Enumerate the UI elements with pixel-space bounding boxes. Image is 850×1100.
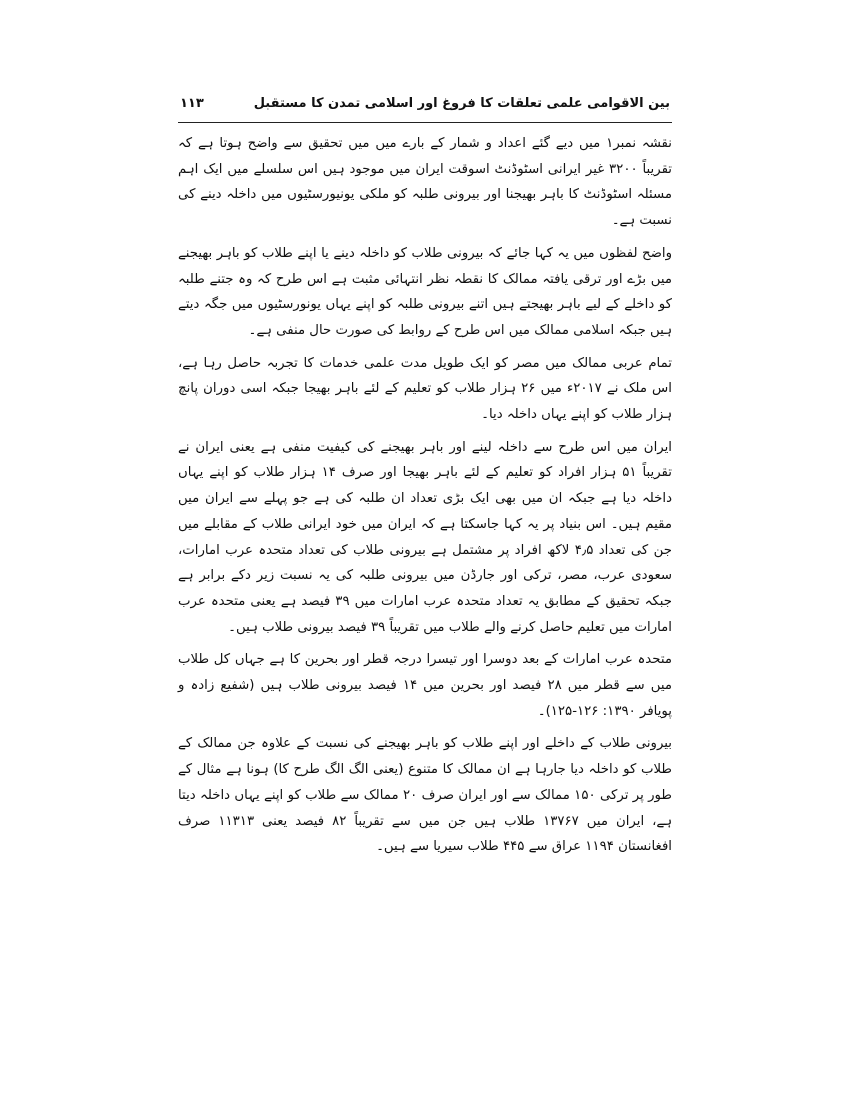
page-number: ۱۱۳ (180, 96, 204, 111)
paragraph: تمام عربی ممالک میں مصر کو ایک طویل مدت علمی خدمات کا تجربہ حاصل رہا ہے، اس ملک نے ۲۰۱۷ء میں ۲۶ ہزار طلاب کو تعلیم کے لئے باہر بھیجا جبکہ اسی دوران پانچ ہزار طلاب کو اپنے یہاں داخلہ دیا۔ (178, 355, 672, 423)
paragraph: واضح لفظوں میں یہ کہا جائے کہ بیرونی طلاب کو داخلہ دینے یا اپنے طلاب کو باہر بھیجنے میں بڑے اور ترقی یافتہ ممالک کا نقطہ نظر انتہائی مثبت ہے اس طرح کہ وہ جتنے طلبہ کو داخلے کے لیے باہر بھیجتے ہیں اتنے بیرونی طلبہ کو اپنے یہاں یونورسٹیوں میں جگہ دیتے ہیں جبکہ اسلامی ممالک میں اس طرح کے روابط کی صورت حال منفی ہے۔ (178, 245, 672, 338)
paragraph: نقشہ نمبر۱ میں دیے گئے اعداد و شمار کے بارے میں میں تحقیق سے واضح ہوتا ہے کہ تقریباً ۳۲۰۰ غیر ایرانی اسٹوڈنٹ اسوقت ایران میں موجود ہیں اس سلسلے میں ایک اہم مسئلہ اسٹوڈنٹ کا باہر بھیجنا اور بیرونی طلبہ کو ملکی یونیورسٹیوں میں داخلہ دینے کی نسبت ہے۔ (178, 136, 672, 229)
paragraph: بیرونی طلاب کے داخلے اور اپنے طلاب کو باہر بھیجنے کی نسبت کے علاوہ جن ممالک کے طلاب کو داخلہ دیا جارہا ہے ان ممالک کا متنوع (یعنی الگ الگ طرح کا) ہونا ہے مثال کے طور پر ترکی ۱۵۰ ممالک سے اور ایران صرف ۲۰ ممالک سے طلاب کو اپنے یہاں داخلہ دیتا ہے، ایران میں ۱۳۷۶۷ طلاب ہیں جن میں سے تقریباً ۸۲ فیصد یعنی ۱۱۳۱۳ صرف افغانستان ۱۱۹۴ عراق سے ۴۴۵ طلاب سیریا سے ہیں۔ (178, 736, 672, 855)
running-title: بین الاقوامی علمی تعلقات کا فروغ اور اسلامی تمدن کا مستقبل (253, 96, 670, 111)
body-text (178, 131, 672, 860)
paragraph: ایران میں اس طرح سے داخلہ لینے اور باہر بھیجنے کی کیفیت منفی ہے یعنی ایران نے تقریباً ۵۱ ہزار افراد کو تعلیم کے لئے باہر بھیجا اور صرف ۱۴ ہزار طلاب کو اپنے یہاں داخلہ دیا ہے جبکہ ان میں بھی ایک بڑی تعداد ان طلبہ کی ہے جو پہلے سے ایران میں مقیم ہیں۔ اس بنیاد پر یہ کہا جاسکتا ہے کہ ایران میں خود ایرانی طلاب کے مقابلے میں جن کی تعداد ۴٫۵ لاکھ افراد پر مشتمل ہے بیرونی طلاب کی تعداد متحدہ عرب امارات، سعودی عرب، مصر، ترکی اور جارڈن میں بیرونی طلبہ کی یہ نسبت زیر دکے برابر ہے جبکہ تحقیق کے مطابق یہ تعداد متحدہ عرب امارات میں ۳۹ فیصد ہے یعنی متحدہ عرب امارات میں تعلیم حاصل کرنے والے طلاب میں تقریباً ۳۹ فیصد بیرونی طلاب ہیں۔ (178, 439, 672, 635)
paragraph: متحدہ عرب امارات کے بعد دوسرا اور تیسرا درجہ قطر اور بحرین کا ہے جہاں کل طلاب میں سے قطر میں ۲۸ فیصد اور بحرین میں ۱۴ فیصد بیرونی طلاب ہیں (شفیع زادہ و پویافر ۱۳۹۰: ۱۲۶-۱۲۵)۔ (178, 652, 672, 719)
document-page (178, 88, 672, 1008)
running-head (178, 88, 672, 123)
